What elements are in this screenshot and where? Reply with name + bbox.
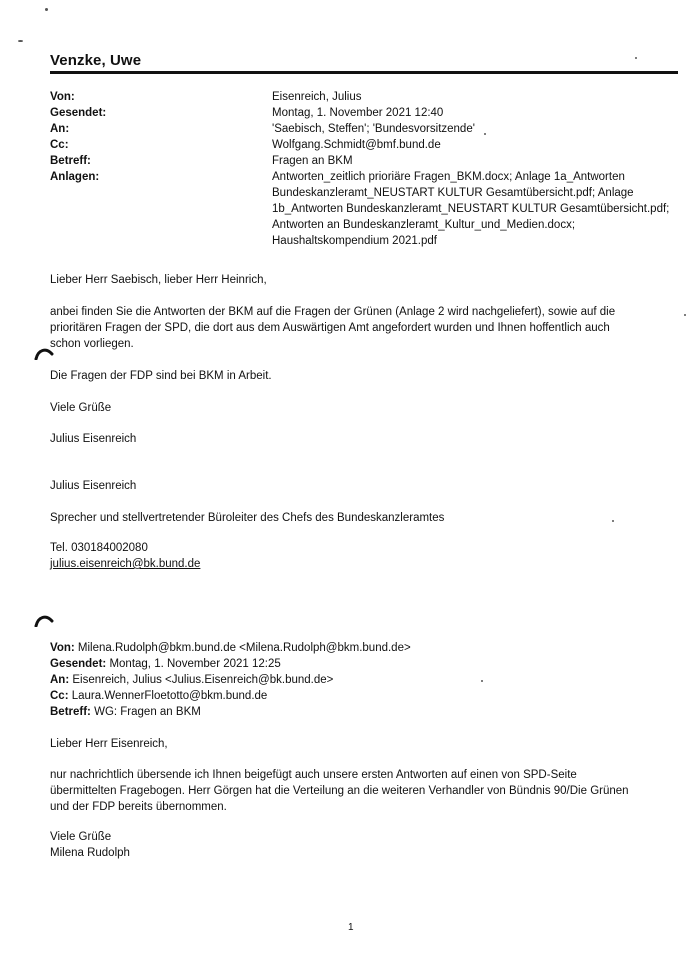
label-subject: Betreff: [50, 155, 91, 167]
forwarded-closing-block [50, 829, 130, 861]
value-cc: Wolfgang.Schmidt@bmf.bund.de [272, 139, 441, 151]
forwarded-subject [50, 704, 201, 720]
attachment-line: 1b_Antworten Bundeskanzleramt_NEUSTART KULTUR Gesamtübersicht.pdf; [272, 203, 670, 215]
forwarded-to [50, 672, 333, 688]
signature-name-block: Julius Eisenreich [50, 480, 137, 492]
header-divider [50, 71, 678, 74]
signature-name: Julius Eisenreich [50, 433, 137, 445]
forwarded-sent-label: Gesendet: [50, 658, 107, 670]
signature-tel: Tel. 030184002080 [50, 542, 148, 554]
scan-mark-icon [34, 613, 54, 627]
forwarded-sent-value: Montag, 1. November 2021 12:25 [109, 658, 281, 670]
forwarded-to-label: An: [50, 674, 70, 686]
label-attachments: Anlagen: [50, 171, 100, 183]
value-attachments [272, 169, 669, 249]
scan-speck [481, 680, 483, 682]
scan-speck [635, 57, 637, 59]
label-cc: Cc: [50, 139, 69, 151]
label-from: Von: [50, 91, 75, 103]
attachment-line: Antworten an Bundeskanzleramt_Kultur_und_Medien.docx; [272, 219, 576, 231]
forwarded-body [50, 767, 629, 815]
value-subject: Fragen an BKM [272, 155, 353, 167]
body-paragraph-1 [50, 304, 615, 352]
scan-speck [18, 40, 23, 42]
paragraph-line: prioritären Fragen der SPD, die dort aus dem Auswärtigen Amt angefordert wurden und Ihnen hoffentlich auch [50, 322, 610, 334]
closing: Viele Grüße [50, 402, 112, 414]
value-to: 'Saebisch, Steffen'; 'Bundesvorsitzende' [272, 123, 475, 135]
paragraph-line: nur nachrichtlich übersende ich Ihnen beigefügt auch unsere ersten Antworten auf einen von SPD-Seite [50, 769, 577, 781]
label-to: An: [50, 123, 70, 135]
forwarded-subject-value: WG: Fragen an BKM [94, 706, 201, 718]
forwarded-greeting: Lieber Herr Eisenreich, [50, 738, 168, 750]
attachment-line: Antworten_zeitlich prioriäre Fragen_BKM.docx; Anlage 1a_Antworten [272, 171, 625, 183]
forwarded-closing: Viele Grüße [50, 831, 112, 843]
scan-speck [612, 520, 614, 522]
scan-speck [45, 8, 48, 11]
forwarded-cc [50, 688, 267, 704]
signature-role: Sprecher und stellvertretender Büroleiter des Chefs des Bundeskanzleramtes [50, 512, 445, 524]
paragraph-line: und der FDP bereits übernommen. [50, 801, 227, 813]
forwarded-to-value: Eisenreich, Julius <Julius.Eisenreich@bk.bund.de> [72, 674, 334, 686]
paragraph-line: anbei finden Sie die Antworten der BKM auf die Fragen der Grünen (Anlage 2 wird nachgeliefert), sowie auf die [50, 306, 616, 318]
forwarded-from-label: Von: [50, 642, 75, 654]
value-from: Eisenreich, Julius [272, 91, 362, 103]
attachment-line: Bundeskanzleramt_NEUSTART KULTUR Gesamtübersicht.pdf; Anlage [272, 187, 634, 199]
signature-email-link[interactable]: julius.eisenreich@bk.bund.de [50, 558, 201, 570]
scan-speck [484, 133, 486, 135]
forwarded-sent [50, 656, 281, 672]
scan-speck [684, 314, 686, 316]
forwarded-cc-label: Cc: [50, 690, 69, 702]
paragraph-line: schon vorliegen. [50, 338, 134, 350]
body-paragraph-2: Die Fragen der FDP sind bei BKM in Arbeit. [50, 370, 272, 382]
forwarded-cc-value: Laura.WennerFloetotto@bkm.bund.de [71, 690, 268, 702]
page-number: 1 [348, 922, 354, 933]
greeting: Lieber Herr Saebisch, lieber Herr Heinrich, [50, 274, 267, 286]
forwarded-from [50, 640, 411, 656]
label-sent: Gesendet: [50, 107, 107, 119]
paragraph-line: übermittelten Fragebogen. Herr Görgen hat die Verteilung an die weiteren Verhandler von Bündnis 90/Die Grünen [50, 785, 629, 797]
forwarded-subject-label: Betreff: [50, 706, 91, 718]
scan-mark-icon [34, 346, 54, 360]
forwarded-closing-name: Milena Rudolph [50, 847, 130, 859]
forwarded-from-value: Milena.Rudolph@bkm.bund.de <Milena.Rudolph@bkm.bund.de> [77, 642, 411, 654]
attachment-line: Haushaltskompendium 2021.pdf [272, 235, 437, 247]
value-sent: Montag, 1. November 2021 12:40 [272, 107, 444, 119]
sender-display-name: Venzke, Uwe [50, 52, 142, 69]
